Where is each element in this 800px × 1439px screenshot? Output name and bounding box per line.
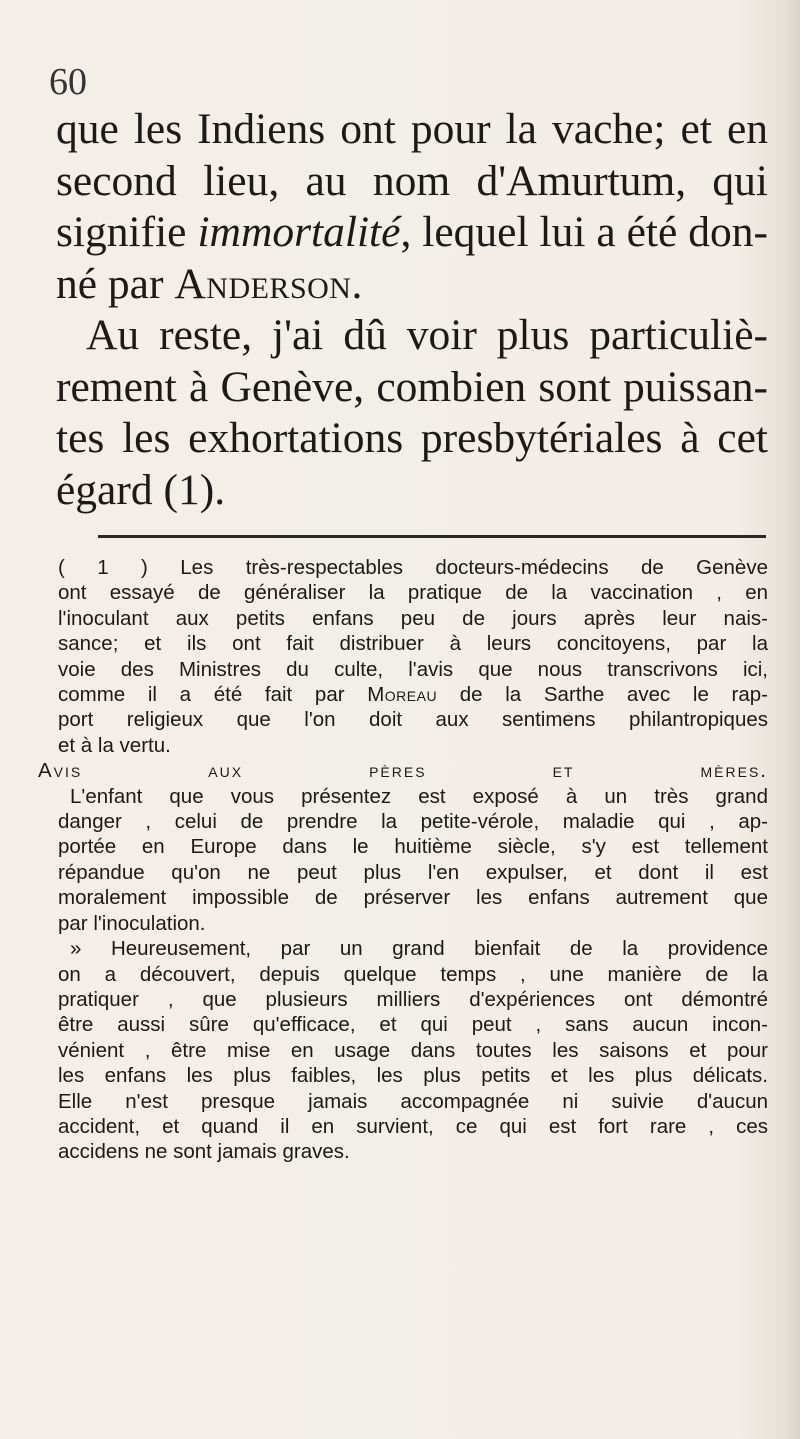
- footnote-line: [58, 707, 768, 732]
- footnote-line: [58, 784, 768, 809]
- footnote-text-segment: L'enfant que vous présentez est exposé à un très grand: [70, 784, 768, 808]
- footnote-separator-rule: [98, 535, 766, 538]
- footnote-line: [58, 987, 768, 1012]
- body-line: [56, 465, 768, 517]
- footnote-line: [58, 606, 768, 631]
- footnote-line: [58, 682, 768, 707]
- footnote-line: [58, 911, 768, 936]
- footnote-text-segment: vénient , être mise en usage dans toutes les saisons et pour: [58, 1038, 768, 1062]
- body-line: [56, 259, 768, 311]
- footnote-text-segment: voie des Ministres du culte, l'avis que nous transcrivons ici,: [58, 657, 768, 681]
- body-line: [56, 413, 768, 465]
- footnote-text-segment: comme il a été fait par: [58, 683, 368, 707]
- footnote-line: [58, 631, 768, 656]
- footnote-line: [58, 555, 768, 580]
- footnote-text-segment: ont essayé de généraliser la pratique de la vaccination , en: [58, 581, 768, 605]
- footnote-text-segment: accidens ne sont jamais graves.: [58, 1140, 350, 1164]
- footnote-line: [58, 657, 768, 682]
- footnote-line: [58, 580, 768, 605]
- footnote-text-segment: sance; et ils ont fait distribuer à leurs concitoyens, par la: [58, 632, 768, 656]
- footnote-line: [58, 1038, 768, 1063]
- footnote-line: [58, 860, 768, 885]
- body-line: [56, 156, 768, 208]
- footnote-text-segment: et à la vertu.: [58, 733, 171, 757]
- footnote-text-segment: par l'inoculation.: [58, 911, 206, 935]
- body-line: [56, 104, 768, 156]
- body-text-segment: , lequel lui a été don-: [400, 208, 769, 256]
- page-number: 60: [49, 61, 87, 103]
- footnote-text-segment: danger , celui de prendre la petite-vérole, maladie qui , ap-: [58, 810, 768, 834]
- body-line: [56, 362, 768, 414]
- footnote-text-segment: Moreau: [367, 683, 438, 707]
- footnote-line: [58, 809, 768, 834]
- footnote-block: [38, 555, 768, 1165]
- body-text-segment: Anderson: [174, 259, 352, 308]
- body-text-segment: second lieu, au nom d'Amurtum, qui: [56, 156, 768, 205]
- footnote-text-segment: les enfans les plus faibles, les plus petits et les plus délicats.: [58, 1064, 768, 1088]
- footnote-line: [58, 733, 768, 758]
- footnote-text-segment: ( 1 ) Les très-respectables docteurs-médecins de Genève: [58, 556, 768, 579]
- body-text-segment: rement à Genève, combien sont puissan-: [56, 362, 768, 411]
- body-text-segment: .: [351, 259, 363, 308]
- footnote-text-segment: répandue qu'on ne peut plus l'en expulser, et dont il est: [58, 860, 768, 884]
- body-text-segment: tes les exhortations presbytériales à cet: [56, 414, 768, 462]
- footnote-text-segment: l'inoculant aux petits enfans peu de jours après leur nais-: [58, 606, 768, 630]
- body-text-segment: immortalité: [197, 208, 401, 256]
- body-line: [56, 207, 768, 259]
- footnote-text-segment: être aussi sûre qu'efficace, et qui peut , sans aucun incon-: [58, 1013, 768, 1037]
- footnote-text-segment: moralement impossible de préserver les enfans autrement que: [58, 886, 768, 910]
- footnote-text-segment: » Heureusement, par un grand bienfait de la providence: [70, 937, 768, 961]
- footnote-line: [58, 834, 768, 859]
- body-text-segment: Au reste, j'ai dû voir plus particuliè-: [86, 311, 768, 359]
- footnote-text-segment: Elle n'est presque jamais accompagnée ni suivie d'aucun: [58, 1089, 768, 1113]
- main-text-block: [56, 104, 768, 516]
- footnote-line: [58, 885, 768, 910]
- footnote-line: [58, 962, 768, 987]
- footnote-line: [58, 1139, 768, 1164]
- footnote-text-segment: on a découvert, depuis quelque temps , une manière de la: [58, 962, 768, 986]
- footnote-text-segment: port religieux que l'on doit aux sentimens philantropiques: [58, 708, 768, 732]
- footnote-line: [58, 1012, 768, 1037]
- body-text-segment: signifie: [56, 208, 198, 256]
- footnote-line: [58, 936, 768, 961]
- body-text-segment: né par: [56, 259, 175, 308]
- footnote-heading: Avis aux pères et mères.: [38, 759, 768, 783]
- body-text-segment: égard (1).: [56, 465, 226, 514]
- footnote-text-segment: pratiquer , que plusieurs milliers d'expériences ont démontré: [58, 987, 768, 1011]
- body-line: [56, 310, 768, 362]
- footnote-line: [58, 1114, 768, 1139]
- footnote-text-segment: accident, et quand il en survient, ce qui est fort rare , ces: [58, 1114, 768, 1138]
- body-text-segment: que les Indiens ont pour la vache; et en: [56, 105, 768, 153]
- footnote-line: [58, 1063, 768, 1088]
- footnote-line: [58, 1089, 768, 1114]
- footnote-text-segment: de la Sarthe avec le rap-: [437, 683, 768, 707]
- footnote-text-segment: portée en Europe dans le huitième siècle, s'y est tellement: [58, 835, 768, 859]
